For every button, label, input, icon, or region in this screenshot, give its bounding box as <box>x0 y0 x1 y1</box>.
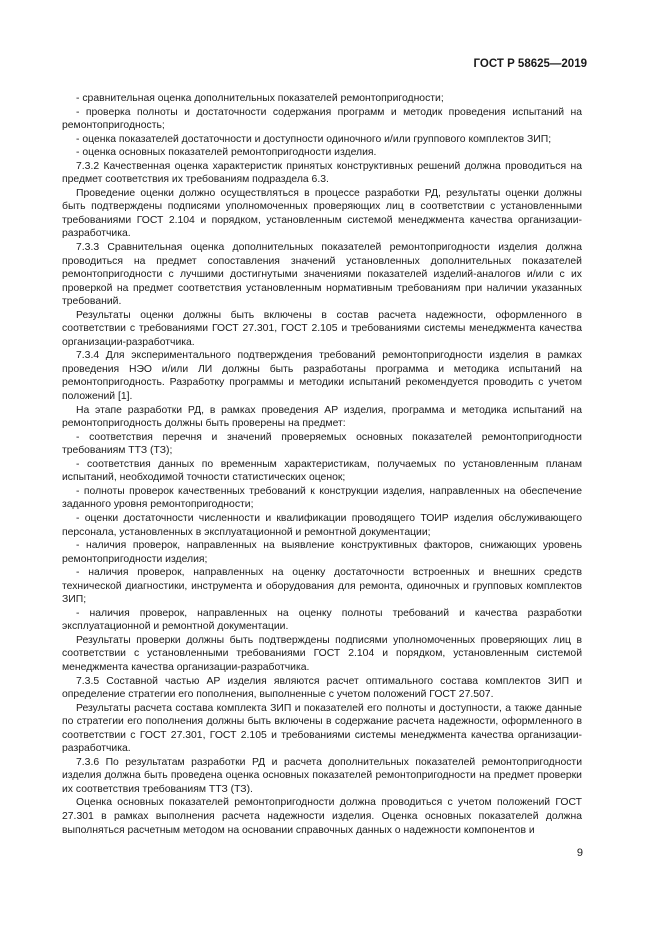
paragraph: 7.3.5 Составной частью АР изделия являются расчет оптимального состава комплектов ЗИП и определение стратегии его пополнения, выполненные с учетом положений ГОСТ 27.507. <box>62 675 582 701</box>
paragraph: 7.3.4 Для экспериментального подтверждения требований ремонтопригодности изделия в рамках проведения НЭО и/или ЛИ должны быть разработаны программа и методика испытаний на ремонтопригодность. Разработку программы и методики испытаний рекомендуется проводить с учетом положений [1]. <box>62 350 582 403</box>
paragraph: - соответствия данных по временным характеристикам, получаемых по установленным планам испытаний, необходимой точности статистических оценок; <box>62 458 582 484</box>
paragraph: - полноты проверок качественных требований к конструкции изделия, направленных на обеспечение заданного уровня ремонтопригодности; <box>62 485 582 511</box>
paragraph: 7.3.6 По результатам разработки РД и расчета дополнительных показателей ремонтопригодности изделия должна быть проведена оценка основных показателей ремонтопригодности на предмет проверки их соответствия требованиям ТТЗ (ТЗ). <box>62 756 582 795</box>
document-body <box>62 92 582 837</box>
paragraph: - проверка полноты и достаточности содержания программ и методик проведения испытаний на ремонтопригодность; <box>62 106 582 132</box>
paragraph: - оценки достаточности численности и квалификации проводящего ТОИР изделия обслуживающего персонала, установленных в эксплуатационной и ремонтной документации; <box>62 512 582 538</box>
paragraph: - сравнительная оценка дополнительных показателей ремонтопригодности; <box>76 93 444 104</box>
paragraph: 7.3.2 Качественная оценка характеристик принятых конструктивных решений должна проводиться на предмет соответствия их требованиям подраздела 6.3. <box>62 160 582 186</box>
paragraph: Результаты проверки должны быть подтверждены подписями уполномоченных проверяющих лиц в соответствии с установленными требованиями ГОСТ 2.104 и порядком, установленным системой менеджмента качества организации-разработчика. <box>62 634 582 673</box>
paragraph: Оценка основных показателей ремонтопригодности должна проводиться с учетом положений ГОСТ 27.301 в рамках выполнения расчета надежности изделия. Оценка основных показателей должна выполняться расчетным методом на основании справочных данных о надежности компонентов и <box>62 797 582 836</box>
page-number: 9 <box>576 847 583 859</box>
paragraph: На этапе разработки РД, в рамках проведения АР изделия, программа и методика испытаний на ремонтопригодность должны быть проверены на предмет: <box>62 404 582 430</box>
paragraph: - соответствия перечня и значений проверяемых основных показателей ремонтопригодности требованиям ТТЗ (ТЗ); <box>62 431 582 457</box>
paragraph: - оценка основных показателей ремонтопригодности изделия. <box>76 147 377 159</box>
paragraph: - наличия проверок, направленных на оценку полноты требований и качества разработки эксплуатационной и ремонтной документации. <box>62 607 582 633</box>
paragraph: - наличия проверок, направленных на оценку достаточности встроенных и внешних средств технической диагностики, инструмента и оборудования для ремонта, одиночных и групповых комплектов ЗИП; <box>62 567 582 606</box>
document-header: ГОСТ Р 58625—2019 <box>473 58 587 70</box>
paragraph: Результаты оценки должны быть включены в состав расчета надежности, оформленного в соответствии с требованиями ГОСТ 27.301, ГОСТ 2.105 и требованиями системы менеджмента качества организации-разработчика. <box>62 309 582 348</box>
paragraph: - наличия проверок, направленных на выявление конструктивных факторов, снижающих уровень ремонтопригодности изделия; <box>62 540 582 565</box>
paragraph: Проведение оценки должно осуществляться в процессе разработки РД, результаты оценки должны быть подтверждены подписями уполномоченных проверяющих лиц в соответствии с установленными требованиями ГОСТ 2.104 и порядком, установленным системой менеджмента качества организации-разработчика. <box>62 187 582 240</box>
paragraph: Результаты расчета состава комплекта ЗИП и показателей его полноты и доступности, а также данные по стратегии его пополнения должны быть включены в содержание расчета надежности, оформленного в соответствии с ГОСТ 27.301, ГОСТ 2.105 и требованиями системы менеджмента качества организации-разработчика. <box>62 702 582 755</box>
paragraph: 7.3.3 Сравнительная оценка дополнительных показателей ремонтопригодности изделия должна проводиться на предмет сопоставления значений установленных дополнительных показателей ремонтопригодности с лучшими достигнутыми значениями показателей изделий-аналогов и/или с их проверкой на предмет соответствия установленным нормативным требованиям при наличии указанных требований. <box>62 242 582 308</box>
paragraph: - оценка показателей достаточности и доступности одиночного и/или группового комплектов ЗИП; <box>76 133 552 145</box>
